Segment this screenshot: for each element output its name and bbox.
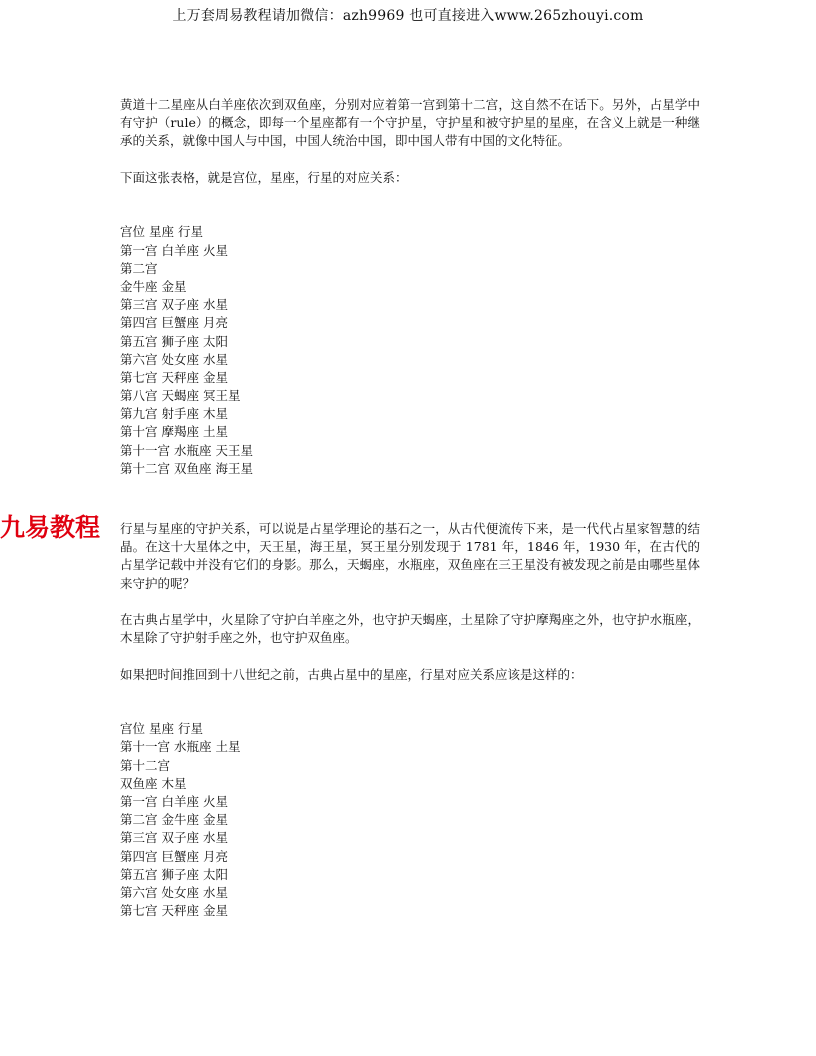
table-row: 第一宫 白羊座 火星 <box>120 793 228 809</box>
table-row: 第四宫 巨蟹座 月亮 <box>120 848 228 864</box>
table-row: 第七宫 天秤座 金星 <box>120 903 228 919</box>
table-row: 第十宫 摩羯座 土星 <box>120 424 228 440</box>
table-row: 金牛座 金星 <box>120 278 187 294</box>
table-intro-paragraph: 下面这张表格，就是宫位，星座，行星的对应关系： <box>120 169 408 185</box>
table-row: 第九宫 射手座 木星 <box>120 406 228 422</box>
rulership-paragraph: 行星与星座的守护关系，可以说是占星学理论的基石之一，从古代便流传下来，是一代代占星家智慧的结晶。在这十大星体之中，天王星，海王星，冥王星分别发现于 1781 年，1846 年，1930 年，在古代的占星学记载中并没有它们的身影。那么，天蝎座，水瓶座，双鱼座在三王星没有被发现之前是由哪些星体来守护的呢？ <box>120 521 700 591</box>
watermark-logo: 九易教程 <box>0 513 101 542</box>
intro-paragraph: 黄道十二星座从白羊座依次到双鱼座，分别对应着第一宫到第十二宫，这自然不在话下。另外，占星学中有守护（rule）的概念，即每一个星座都有一个守护星，守护星和被守护星的星座，在含义上就是一种继承的关系，就像中国人与中国，中国人统治中国，即中国人带有中国的文化特征。 <box>120 97 700 149</box>
page-header: 上万套周易教程请加微信：azh9969 也可直接进入www.265zhouyi.com <box>172 8 644 24</box>
table-row: 第五宫 狮子座 太阳 <box>120 333 228 349</box>
table-row: 第八宫 天蝎座 冥王星 <box>120 388 241 404</box>
document-body <box>120 96 700 920</box>
table-row: 第六宫 处女座 水星 <box>120 351 228 367</box>
table2-intro-paragraph: 如果把时间推回到十八世纪之前，古典占星中的星座，行星对应关系应该是这样的： <box>120 666 583 682</box>
modern-rulership-table <box>120 223 700 478</box>
table-row: 第五宫 狮子座 太阳 <box>120 866 228 882</box>
table-row: 第十二宫 双鱼座 海王星 <box>120 460 253 476</box>
table-row: 第四宫 巨蟹座 月亮 <box>120 315 228 331</box>
table-row: 第十一宫 水瓶座 天王星 <box>120 442 253 458</box>
table-row: 双鱼座 木星 <box>120 775 187 791</box>
table-row: 宫位 星座 行星 <box>120 224 203 240</box>
table-row: 第三宫 双子座 水星 <box>120 297 228 313</box>
classical-rulership-table <box>120 720 700 920</box>
table-row: 第一宫 白羊座 火星 <box>120 242 228 258</box>
table-row: 第十二宫 <box>120 757 171 773</box>
classical-rulership-paragraph: 在古典占星学中，火星除了守护白羊座之外，也守护天蝎座，土星除了守护摩羯座之外，也守护水瓶座，木星除了守护射手座之外，也守护双鱼座。 <box>120 612 700 646</box>
table-row: 第六宫 处女座 水星 <box>120 884 228 900</box>
table-row: 第二宫 金牛座 金星 <box>120 812 228 828</box>
table-row: 第十一宫 水瓶座 土星 <box>120 739 241 755</box>
table-row: 第三宫 双子座 水星 <box>120 830 228 846</box>
table-row: 第七宫 天秤座 金星 <box>120 369 228 385</box>
table-row: 宫位 星座 行星 <box>120 721 203 737</box>
table-row: 第二宫 <box>120 260 158 276</box>
